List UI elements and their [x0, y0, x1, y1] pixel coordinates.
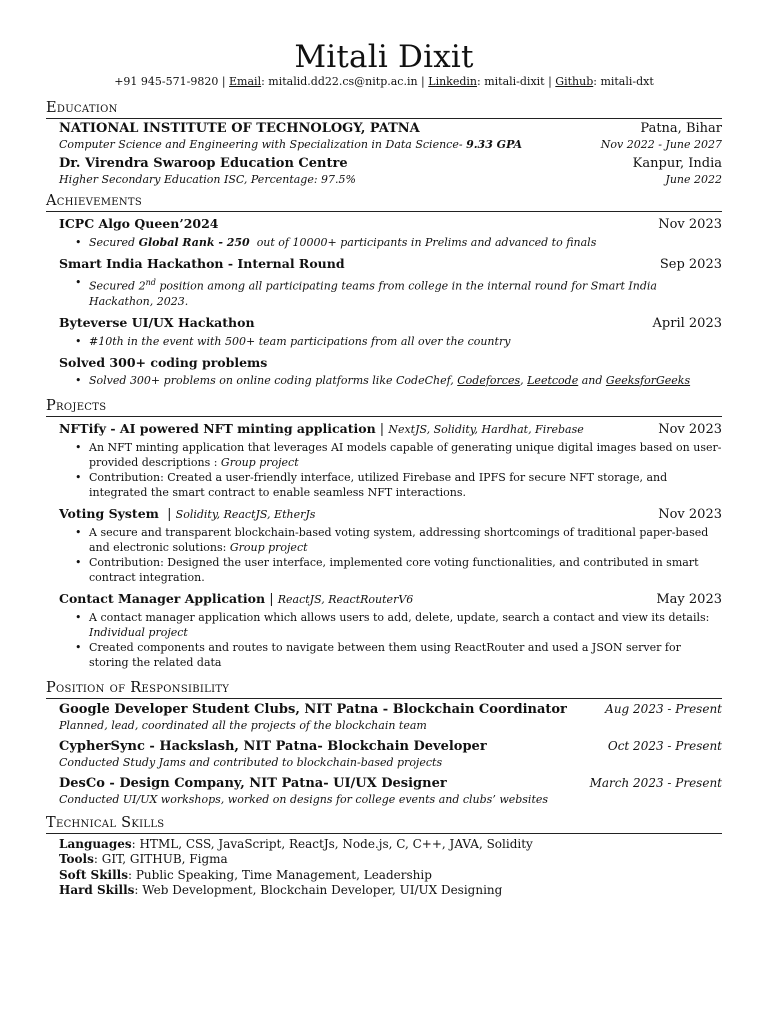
position-entry — [59, 775, 722, 807]
bullet: • An NFT minting application that leverages AI models capable of generating unique digital images based on user-provided descriptions : Group project — [75, 440, 722, 470]
bullet: • Secured 2nd position among all participating teams from college in the internal round for Smart India Hackathon, 2023. — [75, 275, 722, 309]
bullet: • #10th in the event with 500+ team participations from all over the country — [75, 334, 722, 349]
education-entry — [59, 156, 722, 187]
bullet: • Contribution: Designed the user interface, implemented core voting functionalities, and contributed in smart contract integration. — [75, 555, 722, 585]
education-entry — [59, 121, 722, 152]
linkedin-value[interactable]: mitali-dixit — [484, 75, 545, 88]
role-description: Conducted Study Jams and contributed to blockchain-based projects — [59, 755, 443, 769]
project-name: NFTify - AI powered NFT minting application — [59, 420, 376, 436]
achievement-title: Solved 300+ coding problems — [59, 354, 268, 370]
location: Kanpur, India — [632, 156, 722, 171]
position-entry — [59, 701, 722, 733]
achievement-title: ICPC Algo Queen’2024 — [59, 216, 219, 231]
bullet: • Solved 300+ problems on online coding platforms like CodeChef, Codeforces, Leetcode and GeeksforGeeks — [75, 373, 722, 388]
achievement-title: Byteverse UI/UX Hackathon — [59, 314, 255, 330]
bullet: • Secured Global Rank - 250 out of 10000+ participants in Prelims and advanced to finals — [75, 235, 722, 250]
project-date: Nov 2023 — [658, 421, 722, 437]
section-title: Education — [46, 100, 722, 119]
skill-line: Languages: HTML, CSS, JavaScript, ReactJs, Node.js, C, C++, JAVA, Solidity — [59, 836, 533, 851]
achievement-date: Sep 2023 — [659, 257, 722, 272]
skill-line: Hard Skills: Web Development, Blockchain Developer, UI/UX Designing — [59, 883, 503, 898]
role: CypherSync - Hackslash, NIT Patna- Blockchain Developer — [59, 738, 487, 754]
degree: Computer Science and Engineering with Specialization in Data Science- — [59, 138, 463, 151]
role: Google Developer Student Clubs, NIT Patna - Blockchain Coordinator — [59, 701, 567, 717]
project-tech: Solidity, ReactJS, EtherJs — [175, 507, 316, 521]
section-title: Achievements — [46, 193, 722, 212]
projects-section — [46, 398, 722, 670]
achievement-entry — [59, 256, 722, 309]
responsibility-section — [46, 680, 722, 807]
project-tech: ReactJS, ReactRouterV6 — [277, 592, 414, 606]
role-description: Conducted UI/UX workshops, worked on designs for college events and clubs’ websites — [59, 792, 549, 806]
institution: NATIONAL INSTITUTE OF TECHNOLOGY, PATNA — [59, 121, 420, 136]
project-tech: NextJS, Solidity, Hardhat, Firebase — [388, 422, 584, 436]
role: DesCo - Design Company, NIT Patna- UI/UX Designer — [59, 775, 447, 791]
role-dates: Aug 2023 - Present — [605, 701, 722, 716]
candidate-name: Mitali Dixit — [294, 39, 474, 75]
github-label[interactable]: Github — [555, 75, 594, 88]
linkedin-label[interactable]: Linkedin — [428, 75, 477, 88]
achievement-title: Smart India Hackathon - Internal Round — [59, 256, 345, 271]
section-title: Technical Skills — [46, 815, 722, 834]
project-name: Voting System — [59, 505, 159, 521]
project-date: May 2023 — [656, 591, 722, 607]
role-dates: March 2023 - Present — [589, 775, 722, 790]
codeforces-link[interactable]: Codeforces — [457, 373, 521, 387]
location: Patna, Bihar — [640, 121, 722, 136]
project-entry: Contact Manager Application | ReactJS, ReactRouterV6 May 2023 • A contact manager application which allows users to add, delete, update, search a contact and view its details: Individual project • Created components and routes to navigate between them using ReactRouter and used a JSON server for storing the related data — [59, 591, 722, 670]
achievement-date: April 2023 — [652, 315, 722, 331]
gpa: 9.33 GPA — [466, 138, 523, 151]
project-name: Contact Manager Application — [59, 590, 266, 606]
section-title: Position of Responsibility — [46, 680, 722, 699]
bullet: • A contact manager application which allows users to add, delete, update, search a contact and view its details: Individual project — [75, 610, 722, 640]
leetcode-link[interactable]: Leetcode — [527, 373, 579, 387]
achievement-entry — [59, 216, 722, 250]
dates: June 2022 — [665, 173, 722, 186]
institution: Dr. Virendra Swaroop Education Centre — [59, 156, 348, 171]
email-label[interactable]: Email — [229, 75, 262, 88]
project-entry: NFTify - AI powered NFT minting application | NextJS, Solidity, Hardhat, Firebase Nov 2023 • An NFT minting application that leverages AI models capable of generating unique digital images based on user-provided descriptions : Group project • Contribution: Created a user-friendly interface, utilized Firebase and IPFS for secure NFT storage, and integrated the smart contract to enable seamless NFT interactions. — [59, 421, 722, 500]
github-value[interactable]: mitali-dxt — [600, 75, 654, 88]
position-entry — [59, 738, 722, 770]
role-dates: Oct 2023 - Present — [607, 738, 722, 753]
skills-section — [46, 815, 722, 899]
bullet: • Contribution: Created a user-friendly interface, utilized Firebase and IPFS for secure NFT storage, and integrated the smart contract to enable seamless NFT interactions. — [75, 470, 722, 500]
dates: Nov 2022 - June 2027 — [600, 138, 722, 151]
contact-line: +91 945-571-9820 | Email: mitalid.dd22.cs@nitp.ac.in | Linkedin: mitali-dixit | Github: mitali-dxt — [114, 75, 654, 88]
project-date: Nov 2023 — [658, 506, 722, 522]
resume-page — [46, 40, 722, 899]
education-section — [46, 100, 722, 187]
bullet: • Created components and routes to navigate between them using ReactRouter and used a JSON server for storing the related data — [75, 640, 722, 670]
achievement-entry — [59, 315, 722, 349]
project-entry: Voting System | Solidity, ReactJS, EtherJs Nov 2023 • A secure and transparent blockchain-based voting system, addressing shortcomings of traditional paper-based and electronic solutions: Group project • Contribution: Designed the user interface, implemented core voting functionalities, and contributed in smart contract integration. — [59, 506, 722, 585]
phone: +91 945-571-9820 — [114, 75, 219, 88]
degree: Higher Secondary Education ISC, Percentage: 97.5% — [59, 173, 357, 186]
achievement-entry — [59, 355, 722, 388]
role-description: Planned, lead, coordinated all the projects of the blockchain team — [59, 718, 427, 732]
skill-line: Soft Skills: Public Speaking, Time Management, Leadership — [59, 867, 432, 882]
bullet: • A secure and transparent blockchain-based voting system, addressing shortcomings of traditional paper-based and electronic solutions: Group project — [75, 525, 722, 555]
achievements-section — [46, 193, 722, 388]
achievement-date: Nov 2023 — [658, 217, 722, 232]
email-value[interactable]: mitalid.dd22.cs@nitp.ac.in — [268, 75, 418, 88]
geeksforgeeks-link[interactable]: GeeksforGeeks — [605, 373, 691, 387]
section-title: Projects — [46, 398, 722, 417]
skill-line: Tools: GIT, GITHUB, Figma — [59, 852, 228, 867]
